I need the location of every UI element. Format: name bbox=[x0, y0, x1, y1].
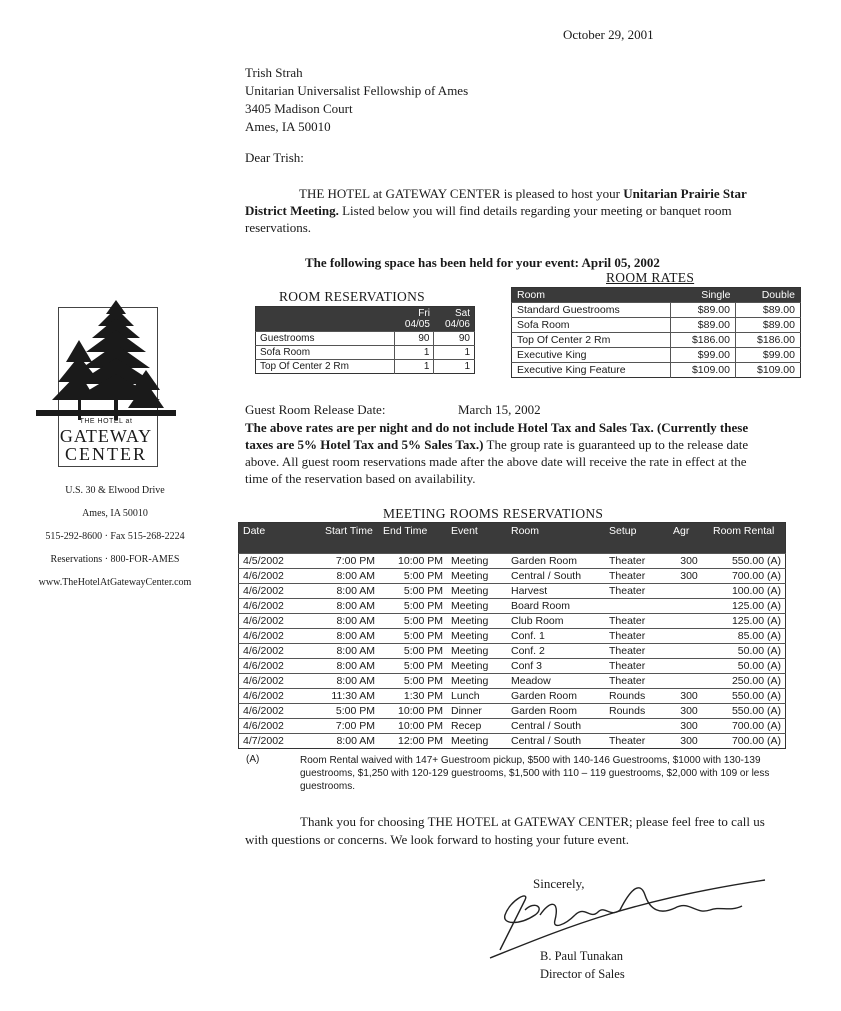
recipient-city: Ames, IA 50010 bbox=[245, 119, 331, 134]
intro-text-1: THE HOTEL at GATEWAY CENTER is pleased to host your bbox=[299, 186, 624, 201]
table-cell: $99.00 bbox=[670, 348, 735, 363]
table-cell: 90 bbox=[394, 332, 434, 346]
table-cell: 700.00 (A) bbox=[709, 734, 786, 749]
table-cell: 4/6/2002 bbox=[239, 614, 322, 629]
table-row bbox=[239, 584, 786, 599]
column-header: Fri 04/05 bbox=[394, 307, 434, 332]
letter-date: October 29, 2001 bbox=[563, 27, 654, 42]
table-cell: 8:00 AM bbox=[321, 674, 379, 689]
table-cell: Standard Guestrooms bbox=[512, 303, 671, 318]
logo-name-gateway: GATEWAY bbox=[59, 426, 153, 446]
table-cell: 5:00 PM bbox=[379, 659, 447, 674]
room-rates-table bbox=[511, 287, 801, 378]
table-cell: Garden Room bbox=[507, 554, 605, 569]
column-header: Single bbox=[670, 288, 735, 303]
room-rates-title: ROOM RATES bbox=[606, 270, 695, 285]
meeting-rooms-title: MEETING ROOMS RESERVATIONS bbox=[383, 506, 604, 521]
table-cell: 10:00 PM bbox=[379, 554, 447, 569]
table-cell: $186.00 bbox=[670, 333, 735, 348]
table-row bbox=[256, 346, 475, 360]
table-cell: $89.00 bbox=[735, 303, 800, 318]
table-cell: 5:00 PM bbox=[379, 584, 447, 599]
table-cell: Theater bbox=[605, 584, 669, 599]
table-cell: 1:30 PM bbox=[379, 689, 447, 704]
table-cell: $109.00 bbox=[735, 363, 800, 378]
table-cell bbox=[669, 644, 709, 659]
table-row bbox=[239, 599, 786, 614]
table-cell bbox=[669, 614, 709, 629]
table-cell: 300 bbox=[669, 704, 709, 719]
table-cell: 1 bbox=[394, 346, 434, 360]
table-row bbox=[512, 348, 801, 363]
logo-name-center: CENTER bbox=[65, 444, 147, 464]
table-cell: Top Of Center 2 Rm bbox=[512, 333, 671, 348]
event-name: Unitarian Prairie Star District Meeting. bbox=[245, 186, 747, 218]
meeting-rooms-table bbox=[238, 522, 786, 749]
table-cell: 5:00 PM bbox=[379, 599, 447, 614]
table-cell: 8:00 AM bbox=[321, 629, 379, 644]
table-cell: 4/6/2002 bbox=[239, 584, 322, 599]
table-cell bbox=[669, 599, 709, 614]
table-cell: 5:00 PM bbox=[379, 674, 447, 689]
table-cell: Garden Room bbox=[507, 704, 605, 719]
column-header: Agr bbox=[669, 523, 709, 554]
recipient-name: Trish Strah bbox=[245, 65, 303, 80]
hotel-website: www.TheHotelAtGatewayCenter.com bbox=[38, 577, 192, 588]
table-cell: 7:00 PM bbox=[321, 719, 379, 734]
table-cell bbox=[669, 629, 709, 644]
footnote-key: (A) bbox=[246, 754, 260, 765]
table-cell: $89.00 bbox=[735, 318, 800, 333]
table-cell: 550.00 (A) bbox=[709, 554, 786, 569]
column-header: Room bbox=[507, 523, 605, 554]
table-cell: 300 bbox=[669, 734, 709, 749]
table-cell: Theater bbox=[605, 629, 669, 644]
table-cell: Theater bbox=[605, 734, 669, 749]
table-row bbox=[256, 332, 475, 346]
table-cell: Meeting bbox=[447, 599, 507, 614]
table-cell: $186.00 bbox=[735, 333, 800, 348]
table-cell: 4/6/2002 bbox=[239, 674, 322, 689]
table-row bbox=[239, 734, 786, 749]
table-cell: Recep bbox=[447, 719, 507, 734]
table-cell: 5:00 PM bbox=[321, 704, 379, 719]
table-cell: Theater bbox=[605, 569, 669, 584]
table-cell: Conf. 2 bbox=[507, 644, 605, 659]
table-cell: Lunch bbox=[447, 689, 507, 704]
table-cell: 4/6/2002 bbox=[239, 569, 322, 584]
release-date-value: March 15, 2002 bbox=[458, 402, 541, 417]
table-cell: 300 bbox=[669, 554, 709, 569]
table-cell: 300 bbox=[669, 689, 709, 704]
table-cell: 125.00 (A) bbox=[709, 614, 786, 629]
table-cell: 5:00 PM bbox=[379, 614, 447, 629]
table-cell: 11:30 AM bbox=[321, 689, 379, 704]
table-row bbox=[239, 689, 786, 704]
table-cell: Theater bbox=[605, 644, 669, 659]
recipient-address bbox=[245, 64, 468, 136]
table-cell: Meeting bbox=[447, 569, 507, 584]
table-cell: 90 bbox=[434, 332, 475, 346]
release-date-label: Guest Room Release Date: bbox=[245, 402, 386, 417]
signer-block bbox=[540, 947, 625, 983]
intro-text-2: Listed below you will find details regarding your meeting or banquet room reservations. bbox=[245, 203, 732, 235]
table-cell: 4/6/2002 bbox=[239, 629, 322, 644]
table-cell: 700.00 (A) bbox=[709, 719, 786, 734]
table-cell: Rounds bbox=[605, 704, 669, 719]
table-cell: Harvest bbox=[507, 584, 605, 599]
closing: Sincerely, bbox=[533, 876, 585, 891]
table-cell: 100.00 (A) bbox=[709, 584, 786, 599]
table-cell: Executive King Feature bbox=[512, 363, 671, 378]
hotel-phone: 515-292-8600 · Fax 515-268-2224 bbox=[45, 531, 185, 542]
space-held-line: The following space has been held for your event: April 05, 2002 bbox=[305, 255, 660, 270]
table-cell: 4/6/2002 bbox=[239, 659, 322, 674]
tree-icon bbox=[36, 300, 176, 425]
table-cell: Central / South bbox=[507, 719, 605, 734]
table-cell: 4/6/2002 bbox=[239, 644, 322, 659]
table-cell: 8:00 AM bbox=[321, 614, 379, 629]
table-cell: 700.00 (A) bbox=[709, 569, 786, 584]
table-cell: Theater bbox=[605, 659, 669, 674]
table-cell: 8:00 AM bbox=[321, 599, 379, 614]
table-cell: Theater bbox=[605, 674, 669, 689]
table-cell: Central / South bbox=[507, 569, 605, 584]
table-row bbox=[239, 614, 786, 629]
column-header: Sat 04/06 bbox=[434, 307, 475, 332]
table-cell: Meeting bbox=[447, 629, 507, 644]
table-cell: 125.00 (A) bbox=[709, 599, 786, 614]
room-reservations-table bbox=[255, 306, 475, 374]
table-cell: 4/6/2002 bbox=[239, 689, 322, 704]
table-cell: Theater bbox=[605, 614, 669, 629]
table-cell: 50.00 (A) bbox=[709, 659, 786, 674]
table-cell: Meadow bbox=[507, 674, 605, 689]
column-header: Date bbox=[239, 523, 322, 554]
signer-title: Director of Sales bbox=[540, 967, 625, 981]
table-cell: $109.00 bbox=[670, 363, 735, 378]
hotel-address: U.S. 30 & Elwood Drive bbox=[65, 485, 165, 496]
table-cell: 250.00 (A) bbox=[709, 674, 786, 689]
table-cell: Meeting bbox=[447, 674, 507, 689]
table-row bbox=[239, 644, 786, 659]
column-header: End Time bbox=[379, 523, 447, 554]
hotel-reservations: Reservations · 800-FOR-AMES bbox=[50, 554, 180, 565]
table-cell bbox=[669, 674, 709, 689]
table-cell: 5:00 PM bbox=[379, 644, 447, 659]
table-cell: $99.00 bbox=[735, 348, 800, 363]
table-cell: Conf 3 bbox=[507, 659, 605, 674]
table-cell: Meeting bbox=[447, 734, 507, 749]
rates-note-bold: The above rates are per night and do not include Hotel Tax and Sales Tax. (Currently these taxes are 5% Hotel Tax and 5% Sales Tax.) bbox=[245, 420, 749, 452]
table-cell: $89.00 bbox=[670, 303, 735, 318]
table-cell bbox=[605, 719, 669, 734]
logo-small-text: THE HOTEL at bbox=[79, 418, 133, 425]
table-row bbox=[239, 659, 786, 674]
table-cell: 10:00 PM bbox=[379, 719, 447, 734]
table-cell: Club Room bbox=[507, 614, 605, 629]
table-cell bbox=[669, 584, 709, 599]
table-cell: 50.00 (A) bbox=[709, 644, 786, 659]
column-header bbox=[256, 307, 395, 332]
table-cell: Central / South bbox=[507, 734, 605, 749]
hotel-city: Ames, IA 50010 bbox=[82, 508, 148, 519]
table-cell: 85.00 (A) bbox=[709, 629, 786, 644]
table-row bbox=[256, 360, 475, 374]
table-cell: Sofa Room bbox=[512, 318, 671, 333]
table-cell: Conf. 1 bbox=[507, 629, 605, 644]
table-cell: 12:00 PM bbox=[379, 734, 447, 749]
table-cell: Meeting bbox=[447, 644, 507, 659]
table-row bbox=[239, 554, 786, 569]
column-header: Room bbox=[512, 288, 671, 303]
table-cell: Dinner bbox=[447, 704, 507, 719]
table-cell bbox=[669, 659, 709, 674]
table-cell bbox=[605, 599, 669, 614]
rates-note bbox=[245, 419, 765, 487]
room-reservations-title: ROOM RESERVATIONS bbox=[279, 289, 425, 304]
table-cell: 1 bbox=[434, 346, 475, 360]
signer-name: B. Paul Tunakan bbox=[540, 949, 624, 963]
table-cell: 10:00 PM bbox=[379, 704, 447, 719]
table-cell: 1 bbox=[434, 360, 475, 374]
table-cell: Rounds bbox=[605, 689, 669, 704]
table-row bbox=[512, 303, 801, 318]
table-cell: Meeting bbox=[447, 554, 507, 569]
table-cell: 4/6/2002 bbox=[239, 719, 322, 734]
table-row bbox=[239, 569, 786, 584]
table-cell: Meeting bbox=[447, 659, 507, 674]
table-cell: 4/6/2002 bbox=[239, 599, 322, 614]
table-row bbox=[239, 719, 786, 734]
salutation: Dear Trish: bbox=[245, 150, 304, 165]
table-cell: 550.00 (A) bbox=[709, 689, 786, 704]
table-cell: 8:00 AM bbox=[321, 584, 379, 599]
rates-note-text: The group rate is guaranteed up to the release date above. All guest room reservations made after the above date will receive the rate in effect at the time of the reservation based on availability. bbox=[245, 437, 749, 486]
table-cell: 4/5/2002 bbox=[239, 554, 322, 569]
signature-image bbox=[480, 870, 770, 965]
hotel-logo bbox=[36, 300, 176, 470]
table-cell: Sofa Room bbox=[256, 346, 395, 360]
table-row bbox=[239, 704, 786, 719]
table-cell: $89.00 bbox=[670, 318, 735, 333]
thanks-paragraph: Thank you for choosing THE HOTEL at GATEWAY CENTER; please feel free to call us with questions or concerns. We look forward to hosting your future event. bbox=[245, 814, 765, 847]
table-cell: 4/6/2002 bbox=[239, 704, 322, 719]
table-cell: Meeting bbox=[447, 584, 507, 599]
recipient-street: 3405 Madison Court bbox=[245, 101, 353, 116]
table-cell: 8:00 AM bbox=[321, 659, 379, 674]
table-cell: 5:00 PM bbox=[379, 629, 447, 644]
intro-paragraph bbox=[245, 185, 765, 236]
table-cell: 8:00 AM bbox=[321, 569, 379, 584]
table-cell: 4/7/2002 bbox=[239, 734, 322, 749]
table-row bbox=[239, 674, 786, 689]
table-cell: Executive King bbox=[512, 348, 671, 363]
table-cell: 8:00 AM bbox=[321, 734, 379, 749]
column-header: Event bbox=[447, 523, 507, 554]
table-cell: 5:00 PM bbox=[379, 569, 447, 584]
column-header: Setup bbox=[605, 523, 669, 554]
column-header: Double bbox=[735, 288, 800, 303]
table-cell: 300 bbox=[669, 569, 709, 584]
column-header: Room Rental bbox=[709, 523, 786, 554]
table-row bbox=[512, 363, 801, 378]
table-cell: Top Of Center 2 Rm bbox=[256, 360, 395, 374]
table-cell: Meeting bbox=[447, 614, 507, 629]
recipient-org: Unitarian Universalist Fellowship of Ames bbox=[245, 83, 469, 98]
column-header: Start Time bbox=[321, 523, 379, 554]
table-cell: Theater bbox=[605, 554, 669, 569]
table-cell: 7:00 PM bbox=[321, 554, 379, 569]
table-cell: Guestrooms bbox=[256, 332, 395, 346]
table-row bbox=[512, 333, 801, 348]
footnote-text: Room Rental waived with 147+ Guestroom pickup, $500 with 140-146 Guestrooms, $1000 with 130-139 guestrooms, $1,250 with 120-129 guestrooms, $1,500 with 110 – 119 guestrooms, $2,000 with 109 or less guestrooms. bbox=[300, 755, 770, 792]
table-cell: Garden Room bbox=[507, 689, 605, 704]
table-cell: 1 bbox=[394, 360, 434, 374]
table-cell: 550.00 (A) bbox=[709, 704, 786, 719]
table-cell: Board Room bbox=[507, 599, 605, 614]
table-row bbox=[239, 629, 786, 644]
table-cell: 8:00 AM bbox=[321, 644, 379, 659]
table-row bbox=[512, 318, 801, 333]
table-cell: 300 bbox=[669, 719, 709, 734]
